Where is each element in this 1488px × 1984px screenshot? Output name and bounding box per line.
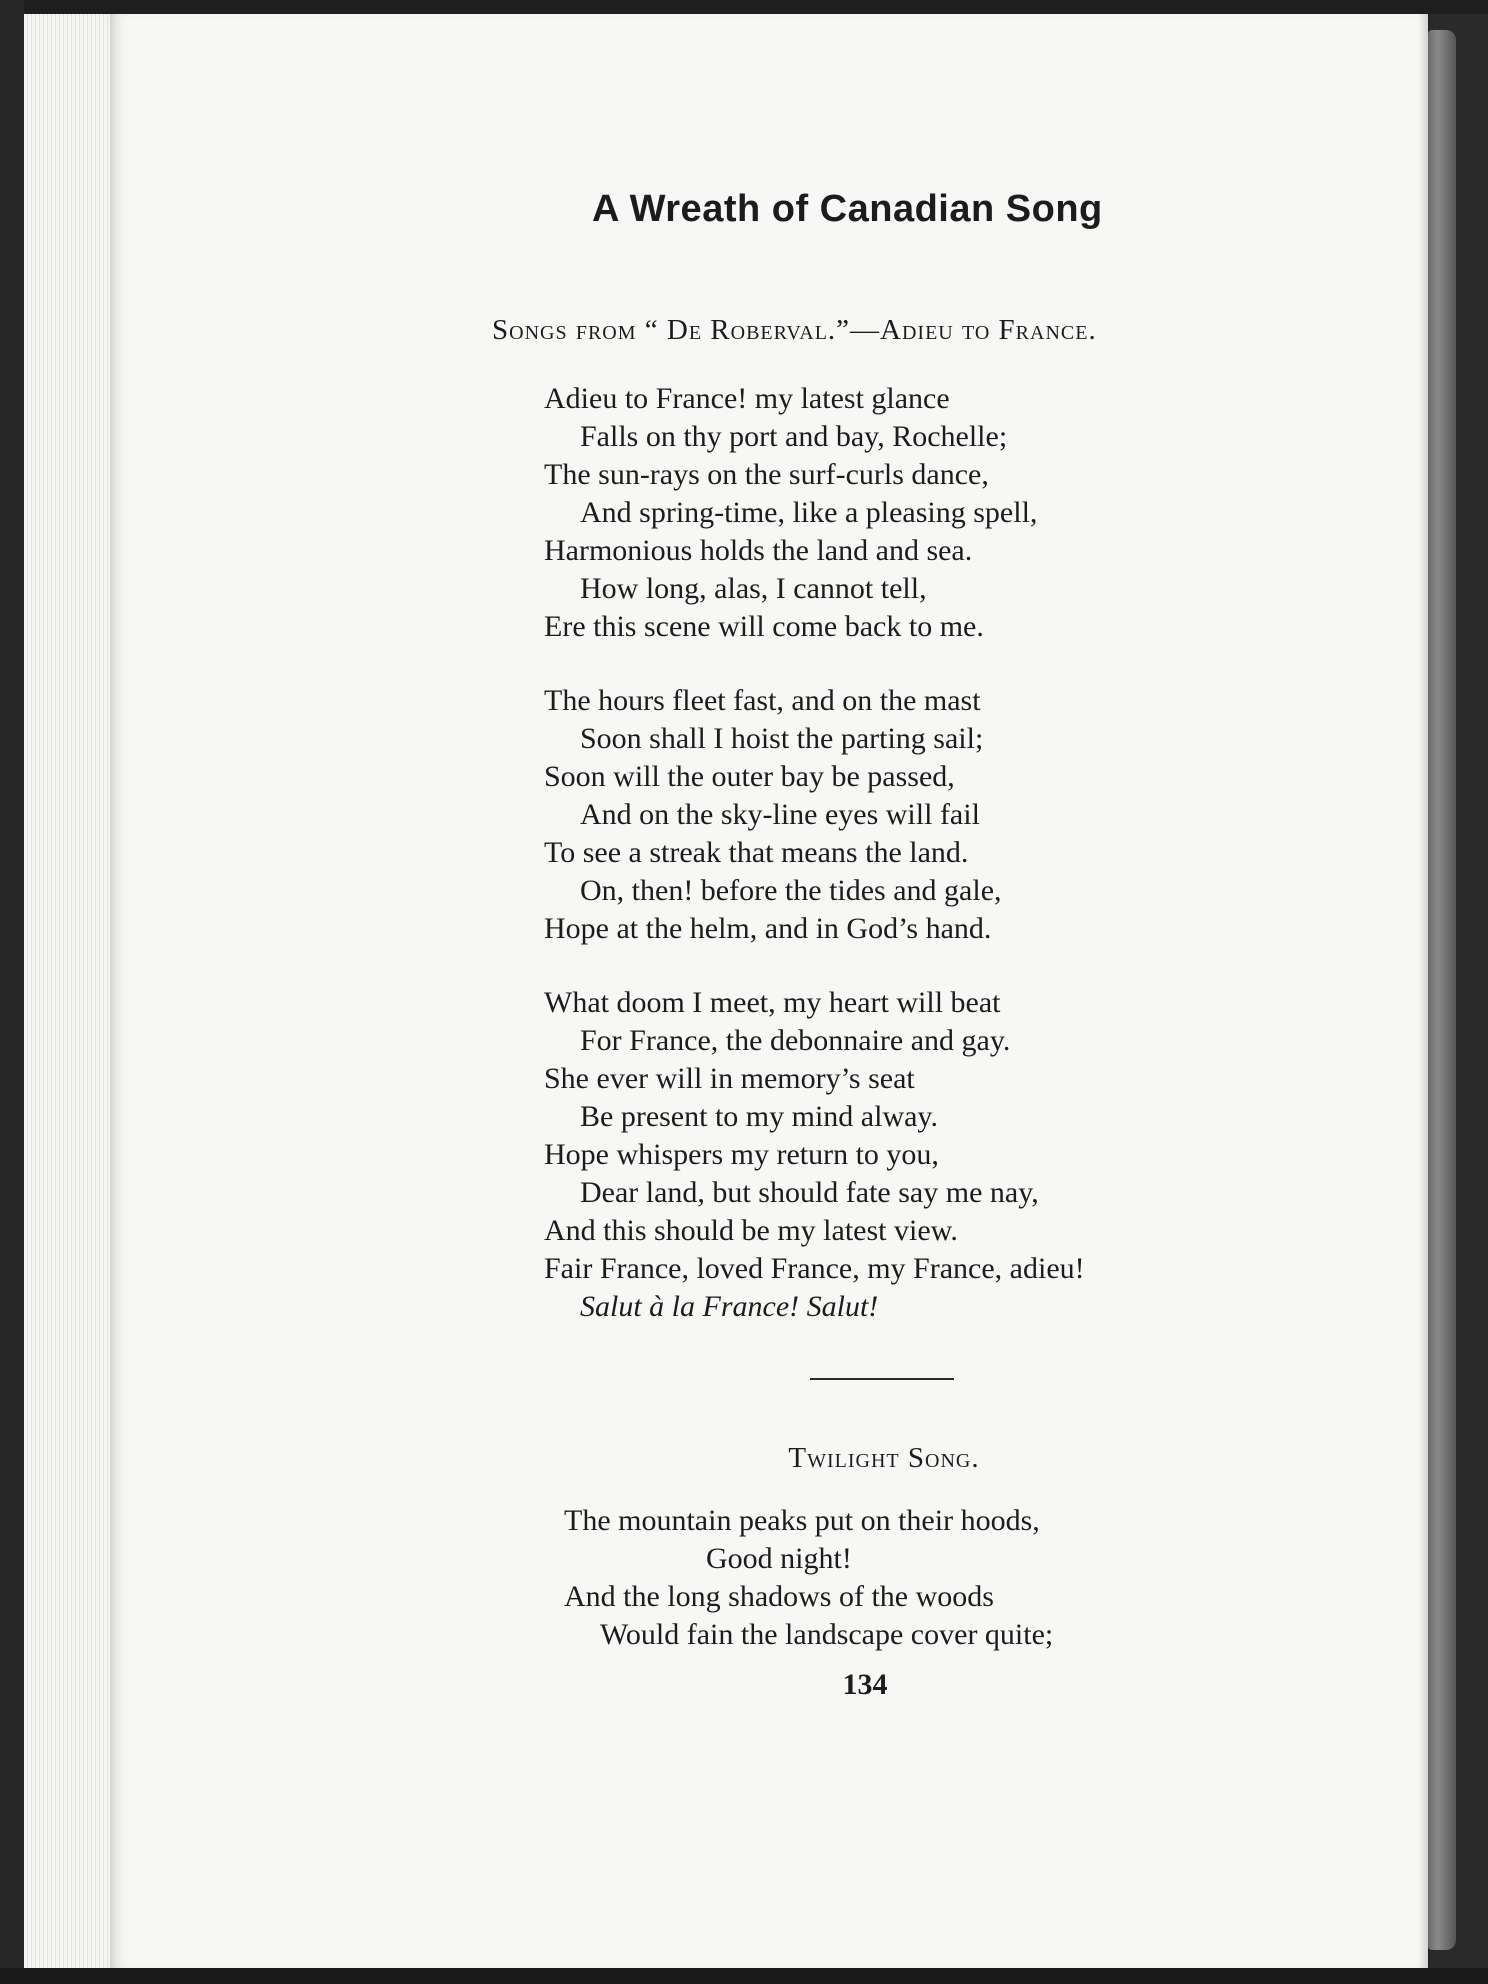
page-number: 134 xyxy=(842,1668,888,1701)
poem-line: Ere this scene will come back to me. xyxy=(544,610,984,643)
poem-line: Good night! xyxy=(706,1542,852,1575)
poem-line: Dear land, but should fate say me nay, xyxy=(580,1176,1039,1209)
poem-line: And the long shadows of the woods xyxy=(564,1580,994,1613)
poem-line: The hours fleet fast, and on the mast xyxy=(544,684,981,717)
poem-twilight-song xyxy=(564,1502,1053,1654)
poem-line: The mountain peaks put on their hoods, xyxy=(564,1504,1040,1537)
stanza-break xyxy=(544,948,1085,984)
section-divider-rule xyxy=(810,1378,954,1380)
poem-line: She ever will in memory’s seat xyxy=(544,1062,915,1095)
poem-line: Soon will the outer bay be passed, xyxy=(544,760,955,793)
poem-line: Hope at the helm, and in God’s hand. xyxy=(544,912,992,945)
section-title-adieu: Songs from “ De Roberval.”—Adieu to France. xyxy=(492,314,1097,346)
poem-line: How long, alas, I cannot tell, xyxy=(580,572,927,605)
poem-line: And on the sky-line eyes will fail xyxy=(580,798,980,831)
scan-frame-top xyxy=(0,0,1488,14)
poem-line: On, then! before the tides and gale, xyxy=(580,874,1002,907)
poem-line: Be present to my mind alway. xyxy=(580,1100,938,1133)
stanza-break xyxy=(544,646,1085,682)
poem-line: Harmonious holds the land and sea. xyxy=(544,534,973,567)
scan-frame-bottom xyxy=(0,1968,1488,1984)
poem-line: Hope whispers my return to you, xyxy=(544,1138,939,1171)
poem-line: For France, the debonnaire and gay. xyxy=(580,1024,1011,1057)
poem-line-refrain: Salut à la France! Salut! xyxy=(580,1290,879,1323)
book-cover-edge xyxy=(1428,30,1456,1950)
poem-line: And this should be my latest view. xyxy=(544,1214,958,1247)
poem-line: To see a streak that means the land. xyxy=(544,836,969,869)
running-head: A Wreath of Canadian Song xyxy=(592,188,1103,230)
poem-adieu-to-france xyxy=(544,380,1085,1326)
poem-line: Adieu to France! my latest glance xyxy=(544,382,950,415)
poem-line: Falls on thy port and bay, Rochelle; xyxy=(580,420,1008,453)
poem-line: Would fain the landscape cover quite; xyxy=(600,1618,1054,1651)
poem-line: What doom I meet, my heart will beat xyxy=(544,986,1001,1019)
section-title-twilight: Twilight Song. xyxy=(788,1442,980,1474)
poem-line: Soon shall I hoist the parting sail; xyxy=(580,722,984,755)
poem-line: And spring-time, like a pleasing spell, xyxy=(580,496,1038,529)
poem-line: Fair France, loved France, my France, adieu! xyxy=(544,1252,1085,1285)
poem-line: The sun-rays on the surf-curls dance, xyxy=(544,458,989,491)
